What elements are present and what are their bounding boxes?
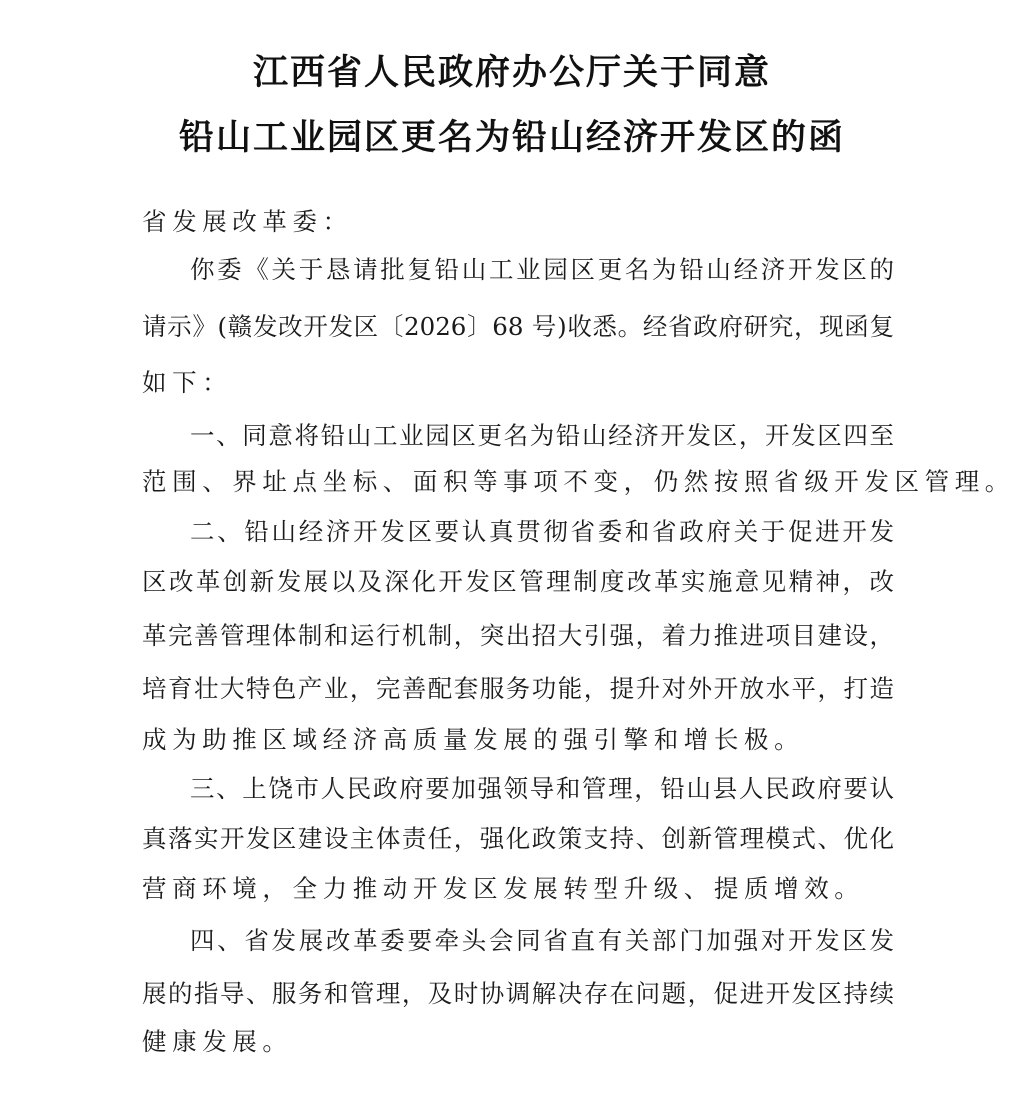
paragraph-3-line-5: 成为助推区域经济高质量发展的强引擎和增长极。	[142, 725, 805, 754]
paragraph-1-line-1: 你委《关于恳请批复铅山工业园区更名为铅山经济开发区的	[190, 255, 894, 284]
document-title-line-2: 铅山工业园区更名为铅山经济开发区的函	[178, 117, 845, 158]
paragraph-4-line-1: 三、上饶市人民政府要加强领导和管理，铅山县人民政府要认	[190, 774, 894, 803]
salutation: 省发展改革委：	[142, 207, 353, 236]
paragraph-1-line-3: 如下：	[142, 368, 233, 397]
paragraph-4-line-3: 营商环境，全力推动开发区发展转型升级、提质增效。	[142, 874, 865, 903]
paragraph-2-line-2: 范围、界址点坐标、面积等事项不变，仍然按照省级开发区管理。	[142, 467, 1015, 496]
paragraph-1-line-2: 请示》(赣发改开发区〔2026〕68 号)收悉。经省政府研究，现函复	[142, 312, 894, 341]
paragraph-4-line-2: 真落实开发区建设主体责任，强化政策支持、创新管理模式、优化	[142, 824, 894, 853]
paragraph-2-line-1: 一、同意将铅山工业园区更名为铅山经济开发区，开发区四至	[190, 421, 894, 450]
paragraph-3-line-4: 培育壮大特色产业，完善配套服务功能，提升对外开放水平，打造	[142, 674, 894, 703]
paragraph-5-line-2: 展的指导、服务和管理，及时协调解决存在问题，促进开发区持续	[142, 979, 894, 1008]
paragraph-5-line-3: 健康发展。	[142, 1027, 293, 1056]
paragraph-3-line-2: 区改革创新发展以及深化开发区管理制度改革实施意见精神，改	[142, 567, 894, 596]
document-title-line-1: 江西省人民政府办公厅关于同意	[252, 52, 771, 93]
paragraph-3-line-3: 革完善管理体制和运行机制，突出招大引强，着力推进项目建设，	[142, 621, 894, 650]
paragraph-5-line-1: 四、省发展改革委要牵头会同省直有关部门加强对开发区发	[190, 926, 894, 955]
paragraph-3-line-1: 二、铅山经济开发区要认真贯彻省委和省政府关于促进开发	[190, 517, 894, 546]
